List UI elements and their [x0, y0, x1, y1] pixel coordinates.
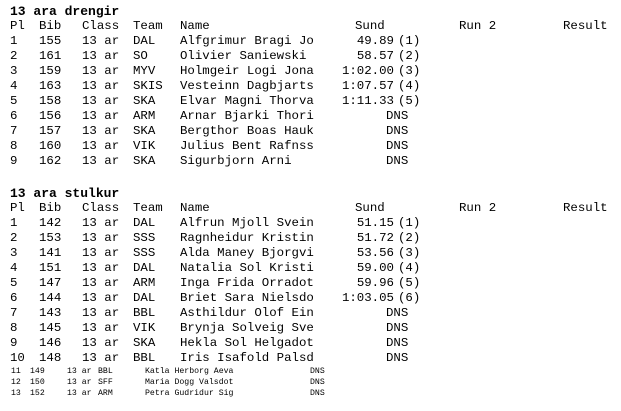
class: 13 ar [82, 261, 120, 275]
header-pl: Pl [10, 19, 25, 33]
bib-number: 163 [39, 79, 62, 93]
team: SSS [133, 231, 156, 245]
class: 13 ar [82, 246, 120, 260]
athlete-name: Julius Bent Rafnss [180, 139, 314, 153]
place: 9 [10, 336, 18, 350]
place: 5 [10, 276, 18, 290]
header-pl: Pl [10, 201, 25, 215]
class: 13 ar [82, 276, 120, 290]
class: 13 ar [82, 79, 120, 93]
result-row [10, 231, 421, 246]
athlete-name: Briet Sara Nielsdo [180, 291, 314, 305]
result-row [10, 94, 421, 109]
bib-number: 162 [39, 154, 62, 168]
sund-position: (3) [398, 64, 421, 78]
place: 7 [10, 306, 18, 320]
result-row [10, 351, 409, 366]
athlete-name: Vesteinn Dagbjarts [180, 79, 314, 93]
class: 13 ar [67, 378, 92, 387]
place: 6 [10, 109, 18, 123]
sund-time: 1:03.05 [341, 291, 394, 305]
bib-number: 161 [39, 49, 62, 63]
header-name: Name [180, 19, 210, 33]
bib-number: 145 [39, 321, 62, 335]
result-row-small [10, 377, 325, 388]
sund-time: 58.57 [356, 49, 394, 63]
place: 4 [10, 261, 18, 275]
bib-number: 159 [39, 64, 62, 78]
header-row [10, 19, 608, 34]
sund-position: (1) [398, 216, 421, 230]
result-row [10, 276, 421, 291]
sund-position: (1) [398, 34, 421, 48]
athlete-name: Ragnheidur Kristin [180, 231, 314, 245]
team: VIK [133, 139, 156, 153]
bib-number: 146 [39, 336, 62, 350]
header-result: Result [563, 19, 608, 33]
athlete-name: Arnar Bjarki Thori [180, 109, 314, 123]
athlete-name: Bergthor Boas Hauk [180, 124, 314, 138]
team: ARM [133, 109, 156, 123]
bib-number: 151 [39, 261, 62, 275]
athlete-name: Iris Isafold Palsd [180, 351, 314, 365]
sund-position: (2) [398, 49, 421, 63]
place: 11 [11, 367, 21, 376]
bib-number: 160 [39, 139, 62, 153]
place: 13 [11, 389, 21, 398]
result-row [10, 139, 409, 154]
sund-time: 49.89 [356, 34, 394, 48]
header-result: Result [563, 201, 608, 215]
status-dns: DNS [386, 139, 409, 153]
team: VIK [133, 321, 156, 335]
team: DAL [133, 291, 156, 305]
bib-number: 153 [39, 231, 62, 245]
class: 13 ar [67, 389, 92, 398]
header-run-2: Run 2 [459, 19, 497, 33]
section-13-ara-stulkur [10, 186, 608, 399]
class: 13 ar [82, 231, 120, 245]
athlete-name: Asthildur Olof Ein [180, 306, 314, 320]
class: 13 ar [82, 34, 120, 48]
bib-number: 148 [39, 351, 62, 365]
bib-number: 152 [30, 389, 45, 398]
place: 6 [10, 291, 18, 305]
sund-position: (4) [398, 79, 421, 93]
sund-time: 59.96 [356, 276, 394, 290]
header-class: Class [82, 201, 120, 215]
team: DAL [133, 261, 156, 275]
athlete-name: Olivier Saniewski [180, 49, 307, 63]
class: 13 ar [82, 49, 120, 63]
sund-time: 1:02.00 [341, 64, 394, 78]
status-dns: DNS [310, 389, 325, 398]
bib-number: 158 [39, 94, 62, 108]
class: 13 ar [82, 94, 120, 108]
athlete-name: Brynja Solveig Sve [180, 321, 314, 335]
bib-number: 142 [39, 216, 62, 230]
athlete-name: Hekla Sol Helgadot [180, 336, 314, 350]
sund-position: (5) [398, 94, 421, 108]
athlete-name: Petra Gudridur Sig [145, 389, 234, 398]
class: 13 ar [82, 154, 120, 168]
sund-time: 53.56 [356, 246, 394, 260]
class: 13 ar [82, 351, 120, 365]
athlete-name: Katla Herborg Aeva [145, 367, 234, 376]
bib-number: 156 [39, 109, 62, 123]
sund-position: (6) [398, 291, 421, 305]
header-class: Class [82, 19, 120, 33]
place: 8 [10, 139, 18, 153]
team: SKA [133, 154, 156, 168]
result-row [10, 79, 421, 94]
header-run-2: Run 2 [459, 201, 497, 215]
place: 1 [10, 216, 18, 230]
team: SSS [133, 246, 156, 260]
header-bib: Bib [39, 201, 62, 215]
result-row [10, 336, 409, 351]
result-row [10, 216, 421, 231]
place: 5 [10, 94, 18, 108]
place: 10 [10, 351, 25, 365]
section-13-ara-drengir [10, 4, 608, 169]
athlete-name: Alda Maney Bjorgvi [180, 246, 314, 260]
result-row [10, 321, 409, 336]
bib-number: 157 [39, 124, 62, 138]
team: SKA [133, 124, 156, 138]
result-row [10, 109, 409, 124]
class: 13 ar [67, 367, 92, 376]
athlete-name: Maria Dogg Valsdot [145, 378, 234, 387]
status-dns: DNS [386, 306, 409, 320]
team: BBL [98, 367, 113, 376]
sund-time: 1:11.33 [341, 94, 394, 108]
result-row [10, 124, 409, 139]
bib-number: 147 [39, 276, 62, 290]
section-title: 13 ara drengir [10, 4, 120, 19]
athlete-name: Alfgrimur Bragi Jo [180, 34, 314, 48]
place: 7 [10, 124, 18, 138]
team: SFF [98, 378, 113, 387]
team: ARM [133, 276, 156, 290]
team: SKA [133, 336, 156, 350]
athlete-name: Inga Frida Orradot [180, 276, 314, 290]
sund-time: 51.15 [356, 216, 394, 230]
bib-number: 143 [39, 306, 62, 320]
header-team: Team [133, 201, 163, 215]
bib-number: 149 [30, 367, 45, 376]
class: 13 ar [82, 64, 120, 78]
status-dns: DNS [310, 367, 325, 376]
status-dns: DNS [386, 321, 409, 335]
status-dns: DNS [386, 109, 409, 123]
sund-position: (2) [398, 231, 421, 245]
status-dns: DNS [386, 351, 409, 365]
bib-number: 144 [39, 291, 62, 305]
result-row [10, 49, 421, 64]
result-row-small [10, 366, 325, 377]
team: DAL [133, 216, 156, 230]
result-row [10, 34, 421, 49]
result-row [10, 64, 421, 79]
result-row [10, 246, 421, 261]
team: ARM [98, 389, 113, 398]
place: 3 [10, 246, 18, 260]
athlete-name: Holmgeir Logi Jona [180, 64, 314, 78]
class: 13 ar [82, 216, 120, 230]
sund-time: 1:07.57 [341, 79, 394, 93]
class: 13 ar [82, 124, 120, 138]
place: 3 [10, 64, 18, 78]
status-dns: DNS [310, 378, 325, 387]
team: SO [133, 49, 148, 63]
place: 9 [10, 154, 18, 168]
sund-time: 51.72 [356, 231, 394, 245]
status-dns: DNS [386, 154, 409, 168]
team: BBL [133, 351, 156, 365]
athlete-name: Natalia Sol Kristi [180, 261, 314, 275]
section-title: 13 ara stulkur [10, 186, 120, 201]
result-row [10, 291, 421, 306]
team: SKA [133, 94, 156, 108]
status-dns: DNS [386, 336, 409, 350]
class: 13 ar [82, 321, 120, 335]
bib-number: 155 [39, 34, 62, 48]
athlete-name: Sigurbjorn Arni [180, 154, 292, 168]
place: 1 [10, 34, 18, 48]
athlete-name: Alfrun Mjoll Svein [180, 216, 314, 230]
athlete-name: Elvar Magni Thorva [180, 94, 314, 108]
sund-position: (5) [398, 276, 421, 290]
team: MYV [133, 64, 156, 78]
class: 13 ar [82, 139, 120, 153]
result-row-small [10, 388, 325, 399]
header-team: Team [133, 19, 163, 33]
sund-time: 59.00 [356, 261, 394, 275]
place: 12 [11, 378, 21, 387]
class: 13 ar [82, 109, 120, 123]
header-name: Name [180, 201, 210, 215]
team: SKIS [133, 79, 163, 93]
class: 13 ar [82, 336, 120, 350]
result-row [10, 154, 409, 169]
bib-number: 141 [39, 246, 62, 260]
place: 4 [10, 79, 18, 93]
place: 2 [10, 231, 18, 245]
class: 13 ar [82, 306, 120, 320]
team: BBL [133, 306, 156, 320]
status-dns: DNS [386, 124, 409, 138]
header-row [10, 201, 608, 216]
sund-position: (3) [398, 246, 421, 260]
result-row [10, 261, 421, 276]
header-sund: Sund [355, 201, 385, 215]
place: 8 [10, 321, 18, 335]
header-sund: Sund [355, 19, 385, 33]
result-row [10, 306, 409, 321]
sund-position: (4) [398, 261, 421, 275]
bib-number: 150 [30, 378, 45, 387]
class: 13 ar [82, 291, 120, 305]
team: DAL [133, 34, 156, 48]
header-bib: Bib [39, 19, 62, 33]
place: 2 [10, 49, 18, 63]
